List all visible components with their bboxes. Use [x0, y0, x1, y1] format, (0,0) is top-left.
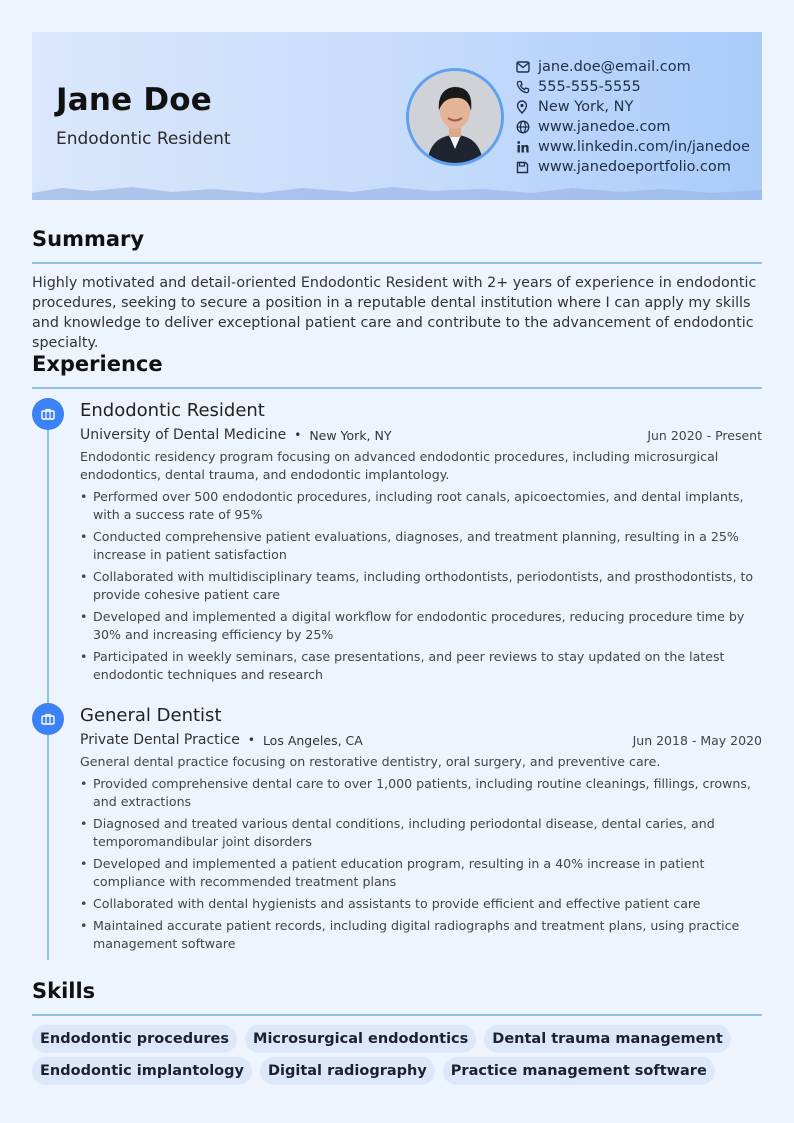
job-title: General Dentist — [80, 705, 222, 726]
skill-chip: Microsurgical endodontics — [245, 1025, 476, 1053]
list-item: • Collaborated with multidisciplinary teams, including orthodontists, periodontists, and prosthodontists, to provide cohesive patient care — [93, 568, 762, 604]
skills-row — [32, 1057, 772, 1085]
phone-icon — [516, 80, 538, 94]
list-item: • Developed and implemented a patient education program, resulting in a 40% increase in patient compliance with recommended treatment plans — [93, 855, 762, 891]
summary-heading: Summary — [32, 227, 145, 251]
summary-divider — [32, 262, 762, 264]
skills-heading: Skills — [32, 979, 96, 1003]
job-title: Endodontic Resident — [80, 400, 265, 421]
job-location: New York, NY — [309, 427, 392, 443]
job-achievements — [80, 488, 762, 684]
skill-chip: Endodontic procedures — [32, 1025, 237, 1053]
header-wave-decoration — [32, 184, 762, 200]
experience-item — [80, 398, 762, 688]
list-item: • Collaborated with dental hygienists and assistants to provide efficient and effective patient care — [93, 895, 762, 913]
job-description: Endodontic residency program focusing on advanced endodontic procedures, including microsurgical endodontics, dental trauma, and endodontic implantology. — [80, 449, 719, 482]
list-item: • Performed over 500 endodontic procedures, including root canals, apicoectomies, and dental implants, with a success rate of 95% — [93, 488, 762, 524]
profile-photo — [406, 68, 504, 166]
candidate-name: Jane Doe — [56, 82, 212, 118]
experience-heading: Experience — [32, 352, 163, 376]
briefcase-icon — [32, 398, 64, 430]
contact-portfolio[interactable]: www.janedoeportfolio.com — [516, 157, 750, 177]
contact-location: New York, NY — [516, 97, 750, 117]
company-name: Private Dental Practice — [80, 732, 240, 748]
candidate-role: Endodontic Resident — [56, 129, 231, 149]
company-name: University of Dental Medicine — [80, 427, 287, 443]
briefcase-icon — [32, 703, 64, 735]
linkedin-icon — [516, 140, 538, 154]
job-description: General dental practice focusing on restorative dentistry, oral surgery, and preventive care. — [80, 754, 661, 769]
skill-chip: Digital radiography — [260, 1057, 435, 1085]
experience-divider — [32, 387, 762, 389]
envelope-icon — [516, 61, 538, 73]
contact-linkedin[interactable]: www.linkedin.com/in/janedoe — [516, 137, 750, 157]
contact-list — [516, 57, 750, 177]
list-item: • Maintained accurate patient records, including digital radiographs and treatment plans, using practice management software — [93, 917, 762, 953]
contact-email[interactable]: jane.doe@email.com — [516, 57, 750, 77]
contact-website[interactable]: www.janedoe.com — [516, 117, 750, 137]
list-item: • Conducted comprehensive patient evaluations, diagnoses, and treatment planning, resulting in a 25% increase in patient satisfaction — [93, 528, 762, 564]
job-meta — [80, 729, 762, 751]
separator-dot: • — [247, 733, 255, 747]
header-banner — [32, 32, 762, 200]
timeline-line — [47, 412, 49, 960]
portfolio-icon — [516, 161, 538, 174]
contact-phone[interactable]: 555-555-5555 — [516, 77, 750, 97]
skills-row — [32, 1025, 772, 1053]
job-meta — [80, 424, 762, 446]
summary-text: Highly motivated and detail-oriented Endodontic Resident with 2+ years of experience in endodontic procedures, seeking to secure a position in a reputable dental institution where I can apply my skills and knowledge to deliver exceptional patient care and contribute to the advancement of endodontic specialty. — [32, 275, 757, 351]
list-item: • Participated in weekly seminars, case presentations, and peer reviews to stay updated on the latest endodontic techniques and research — [93, 648, 762, 684]
job-location: Los Angeles, CA — [262, 732, 363, 748]
experience-item — [80, 703, 762, 957]
globe-icon — [516, 120, 538, 134]
list-item: • Diagnosed and treated various dental conditions, including periodontal disease, dental caries, and temporomandibular joint disorders — [93, 815, 762, 851]
job-dates: Jun 2020 - Present — [647, 427, 762, 443]
skill-chip: Endodontic implantology — [32, 1057, 252, 1085]
skill-chip: Dental trauma management — [484, 1025, 730, 1053]
location-pin-icon — [516, 100, 538, 114]
job-achievements — [80, 775, 762, 953]
skills-divider — [32, 1014, 762, 1016]
skill-chip: Practice management software — [443, 1057, 715, 1085]
separator-dot: • — [294, 428, 302, 442]
list-item: • Developed and implemented a digital workflow for endodontic procedures, reducing procedure time by 30% and increasing efficiency by 25% — [93, 608, 762, 644]
list-item: • Provided comprehensive dental care to over 1,000 patients, including routine cleanings, fillings, crowns, and extractions — [93, 775, 762, 811]
job-dates: Jun 2018 - May 2020 — [632, 732, 762, 748]
skills-list — [32, 1025, 772, 1089]
